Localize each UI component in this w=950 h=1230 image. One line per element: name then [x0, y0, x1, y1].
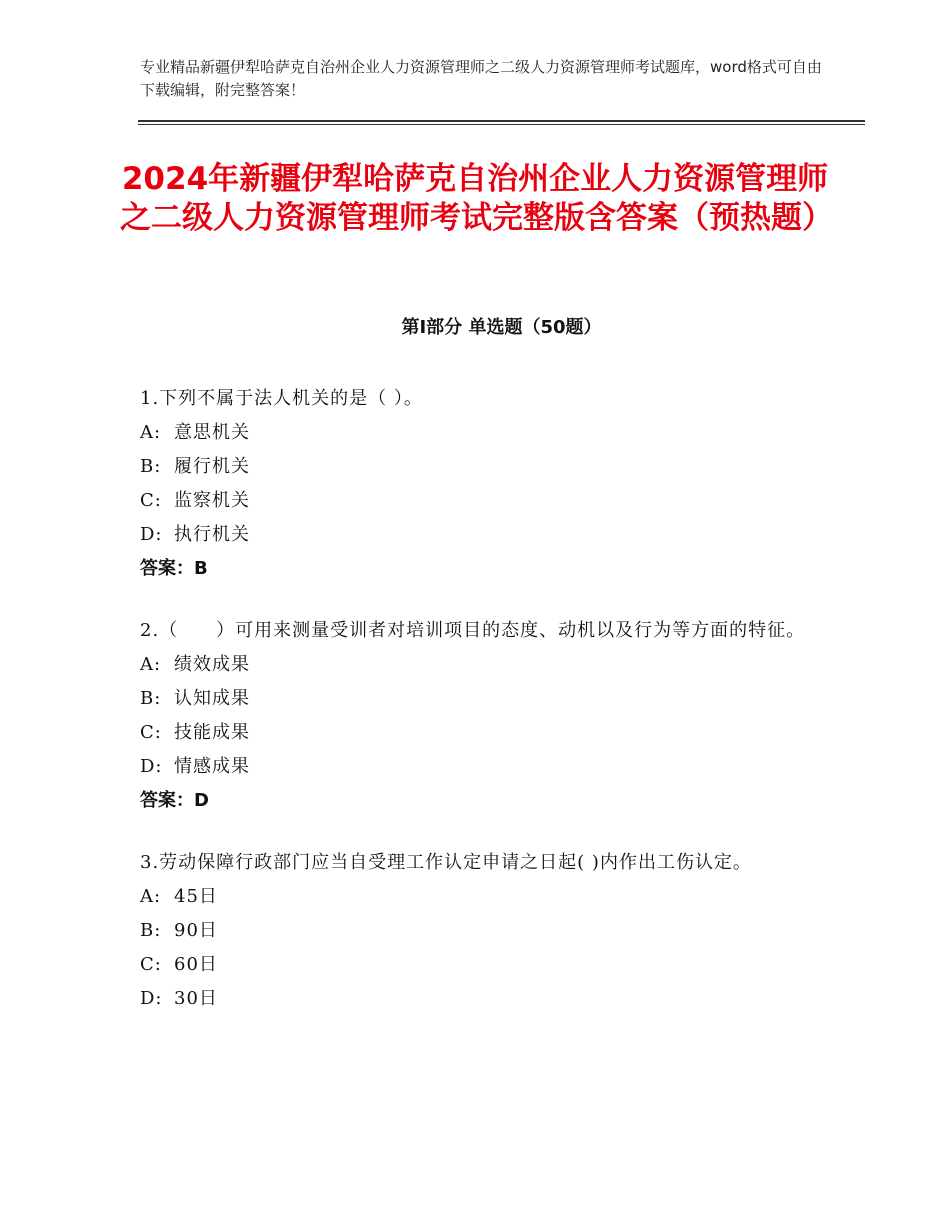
option-b — [140, 450, 810, 484]
option-text: 技能成果 — [174, 722, 250, 743]
option-d — [140, 750, 810, 784]
option-b — [140, 682, 810, 716]
option-letter: D: — [140, 988, 163, 1009]
header-note: 专业精品新疆伊犁哈萨克自治州企业人力资源管理师之二级人力资源管理师考试题库，word格式可自由下载编辑，附完整答案！ — [140, 58, 822, 99]
answer: 答案：D — [140, 790, 209, 811]
option-letter: D: — [140, 756, 163, 777]
question-text: 3.劳动保障行政部门应当自受理工作认定申请之日起( )内作出工伤认定。 — [140, 852, 752, 873]
option-letter: A: — [140, 654, 162, 675]
option-a — [140, 648, 810, 682]
question-3 — [140, 846, 810, 1016]
question-list — [140, 382, 810, 1044]
option-text: 情感成果 — [174, 756, 250, 777]
option-text: 执行机关 — [174, 524, 250, 545]
option-text: 45日 — [174, 886, 218, 907]
header-rule-thick — [138, 120, 865, 122]
option-letter: B: — [140, 920, 162, 941]
option-d — [140, 982, 810, 1016]
option-c — [140, 716, 810, 750]
option-letter: B: — [140, 456, 162, 477]
option-letter: B: — [140, 688, 162, 709]
question-text: 2.（ ）可用来测量受训者对培训项目的态度、动机以及行为等方面的特征。 — [140, 620, 806, 641]
question-1 — [140, 382, 810, 586]
answer: 答案：B — [140, 558, 208, 579]
option-letter: C: — [140, 954, 162, 975]
document-title: 2024年新疆伊犁哈萨克自治州企业人力资源管理师之二级人力资源管理师考试完整版含答案（预热题） — [120, 161, 833, 236]
option-text: 监察机关 — [174, 490, 250, 511]
option-text: 30日 — [174, 988, 218, 1009]
option-c — [140, 484, 810, 518]
option-text: 90日 — [174, 920, 218, 941]
option-letter: A: — [140, 886, 162, 907]
option-text: 履行机关 — [174, 456, 250, 477]
option-c — [140, 948, 810, 982]
option-letter: D: — [140, 524, 163, 545]
option-d — [140, 518, 810, 552]
option-text: 认知成果 — [174, 688, 250, 709]
option-a — [140, 880, 810, 914]
option-letter: C: — [140, 722, 162, 743]
section-title: 第Ⅰ部分 单选题（50题） — [401, 317, 602, 338]
option-text: 绩效成果 — [174, 654, 250, 675]
option-a — [140, 416, 810, 450]
option-text: 意思机关 — [174, 422, 250, 443]
header-rule-thin — [138, 124, 865, 125]
question-text: 1.下列不属于法人机关的是（ ）。 — [140, 388, 423, 409]
option-b — [140, 914, 810, 948]
question-2 — [140, 614, 810, 818]
option-text: 60日 — [174, 954, 218, 975]
option-letter: C: — [140, 490, 162, 511]
option-letter: A: — [140, 422, 162, 443]
